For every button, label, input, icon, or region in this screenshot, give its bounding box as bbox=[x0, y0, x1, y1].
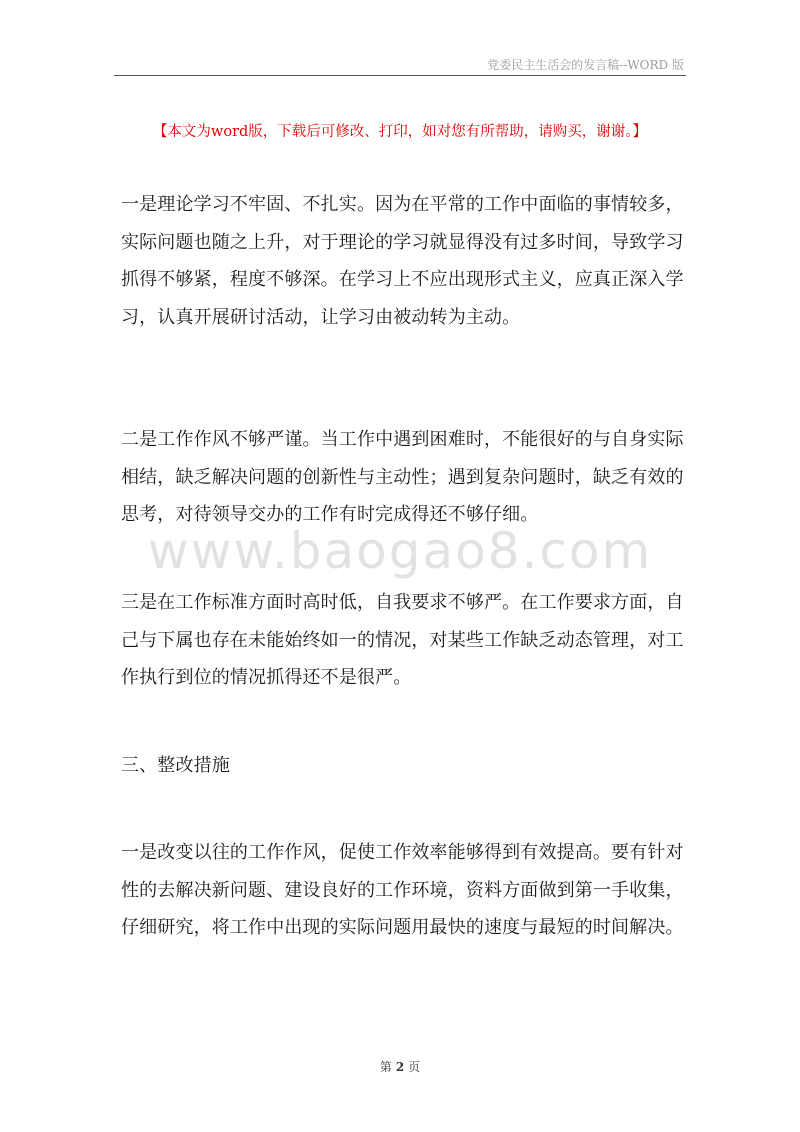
paragraph-work-standard: 三是在工作标准方面时高时低，自我要求不够严。在工作要求方面，自己与下属也存在未能始终如一的情况，对某些工作缺乏动态管理，对工作执行到位的情况抓得还不是很严。 bbox=[121, 592, 684, 688]
paragraph-work-style: 二是工作作风不够严谨。当工作中遇到困难时，不能很好的与自身实际相结，缺乏解决问题的创新性与主动性；遇到复杂问题时，缺乏有效的思考，对待领导交办的工作有时完成得还不够仔细。 bbox=[121, 429, 684, 525]
paragraph-theory-study: 一是理论学习不牢固、不扎实。因为在平常的工作中面临的事情较多，实际问题也随之上升，对于理论的学习就显得没有过多时间，导致学习抓得不够紧，程度不够深。在学习上不应出现形式主义，应真正深入学习，认真开展研讨活动，让学习由被动转为主动。 bbox=[121, 194, 684, 328]
watermark: www.baogao8.com bbox=[147, 522, 653, 580]
header-divider bbox=[114, 75, 686, 76]
section-heading-rectification: 三、整改措施 bbox=[121, 755, 230, 776]
footer-suffix: 页 bbox=[408, 1060, 421, 1074]
page-number: 2 bbox=[395, 1060, 405, 1074]
page-footer bbox=[0, 1058, 800, 1075]
paragraph-rectification-measure: 一是改变以往的工作作风，促使工作效率能够得到有效提高。要有针对性的去解决新问题、建设良好的工作环境，资料方面做到第一手收集，仔细研究，将工作中出现的实际问题用最快的速度与最短的时间解决。 bbox=[121, 842, 684, 938]
download-notice: 【本文为word版，下载后可修改、打印，如对您有所帮助，请购买，谢谢。】 bbox=[152, 124, 648, 140]
header-title: 党委民主生活会的发言稿--WORD 版 bbox=[487, 58, 684, 72]
footer-prefix: 第 bbox=[379, 1060, 392, 1074]
